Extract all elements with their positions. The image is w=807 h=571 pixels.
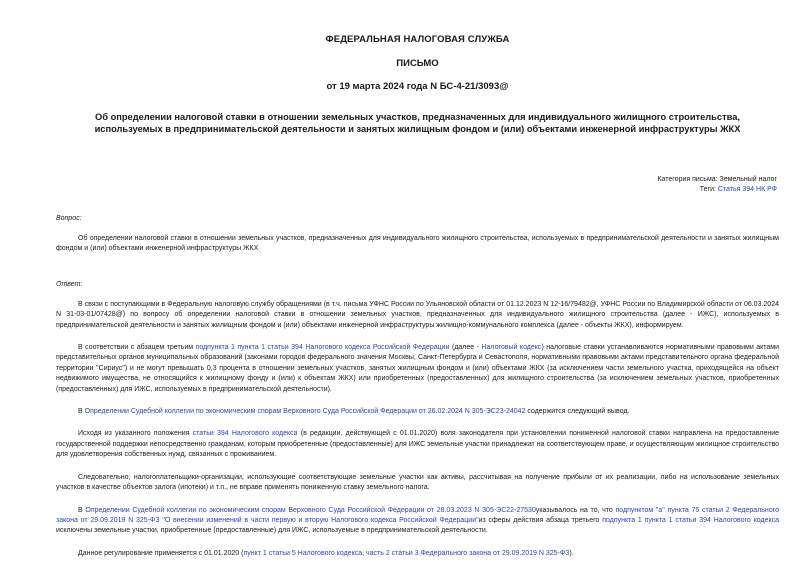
answer-paragraph-3 bbox=[56, 407, 779, 417]
text-run: ) налоговые ставки устанавливаются нормативными правовыми актами представительных органов муниципальных образований (законами городов федерального значения Москвы, Санкт-Петербурга и Севастополя, нормативными правовыми актами представительного органа федеральной территории "Сириус") и не могут превышать 0,3 процента в отношении земельных участков, занятых жилищным фондом и (или) объектами ЖКХ (за исключением части земельного участка, приходящейся на объект недвижимого имущества, не относящийся к жилищному фонду и (или) к объектам ЖКХ) или приобретенных (предоставленных) для жилищного строительства (за исключением земельных участков, приобретенных (предоставленных) для ИЖС, используемых в предпринимательской деятельности). bbox=[56, 344, 779, 393]
doc-type-heading: ПИСЬМО bbox=[396, 58, 439, 69]
answer-label: Ответ: bbox=[56, 280, 83, 288]
tags-label: Теги: bbox=[699, 186, 716, 193]
text-run: из сферы действия абзаца третьего bbox=[478, 516, 603, 524]
answer-paragraph-5: Следовательно, налогоплательщики-организации, использующие соответствующие земельные участки как активы, рассчитывая на получение прибыли от их реализации, либо на использование земельных участков в качестве объектов залога (ипотеки) и т.п., не вправе применять пониженную ставку земельного налога. bbox=[56, 473, 779, 492]
document-meta bbox=[56, 175, 779, 195]
answer-paragraph-1: В связи с поступающими в Федеральную налоговую службу обращениями (в т.ч. письма УФНС России по Ульяновской области от 01.12.2023 N 12-16/79482@, УФНС России по Владимирской области от 06.03.2024 N 31-03-01/07428@) по вопросу об определении налоговой ставки в отношении земельных участков, предназначенных для индивидуального жилищного строительства (далее - ИЖС), используемых в предпринимательской деятельности и занятых жилищным фондом и (или) объектами инженерной инфраструктуры жилищно-коммунального комплекса (далее - объекты ЖКХ), информируем. bbox=[56, 300, 779, 329]
letter-tags bbox=[56, 185, 777, 195]
link-court-ruling-2024[interactable]: Определении Судебной коллегии по экономическим спорам Верховного Суда Российской Федерации от 26.02.2024 N 305-ЭС23-24042 bbox=[84, 408, 526, 416]
tag-link-article-394[interactable]: Статья 394 НК РФ bbox=[717, 186, 777, 193]
link-article-394[interactable]: статьи 394 Налогового кодекса bbox=[192, 430, 298, 438]
text-run: Данное регулирование применяется с 01.01.2020 ( bbox=[78, 549, 244, 557]
text-run: исключены земельные участки, приобретенные (предоставленные) для ИЖС, используемые в предпринимательской деятельности. bbox=[56, 527, 488, 535]
text-run: указывалось на то, что bbox=[535, 506, 616, 514]
document-title: Об определении налоговой ставки в отношении земельных участков, предназначенных для индивидуального жилищного строительства, используемых в предпринимательской деятельности и занятых жилищным фондом и (или) объектами инженерной инфраструктуры ЖКХ bbox=[94, 112, 741, 134]
answer-paragraph-4 bbox=[56, 429, 779, 460]
text-run: (в редакции, действующей с 01.01.2020) воля законодателя при установлении пониженной налоговой ставки направлена на предоставление государственной поддержки непосредственно гражданам, которым приобретенные (предоставленные) для ИЖС земельные участки принадлежат на соответствующем праве, и осуществляющим жилищное строительство для удовлетворения собственных нужд, связанных с проживанием. bbox=[56, 430, 779, 459]
link-article-394-subparagraph[interactable]: подпункта 1 пункта 1 статьи 394 Налогового кодекса bbox=[602, 516, 779, 524]
answer-paragraph-6 bbox=[56, 506, 779, 537]
link-federal-law-325[interactable]: подпунктом "а" пункта 75 статьи 2 Федерального закона от 29.09.2019 N 325-ФЗ "О внесении изменений в части первую и вторую Налогового кодекса Российской Федерации" bbox=[56, 506, 779, 524]
answer-paragraph-2 bbox=[56, 343, 779, 395]
doc-date-heading: от 19 марта 2024 года N БС-4-21/3093@ bbox=[326, 81, 509, 92]
text-run: В bbox=[78, 408, 85, 416]
text-run: ). bbox=[569, 549, 574, 557]
answer-paragraph-7 bbox=[56, 549, 779, 559]
question-text: Об определении налоговой ставки в отношении земельных участков, предназначенных для индивидуального жилищного строительства, используемых в предпринимательской деятельности и занятых жилищным фондом и (или) объектами инженерной инфраструктуры ЖКХ bbox=[56, 235, 779, 253]
letter-category: Категория письма: Земельный налог bbox=[657, 176, 777, 183]
text-run: Исходя из указанного положения bbox=[78, 430, 193, 438]
question-label: Вопрос: bbox=[56, 215, 82, 222]
text-run: В соответствии с абзацем третьим bbox=[78, 344, 196, 352]
agency-heading: ФЕДЕРАЛЬНАЯ НАЛОГОВАЯ СЛУЖБА bbox=[325, 34, 510, 45]
text-run: В bbox=[78, 506, 86, 514]
link-tax-code[interactable]: Налоговый кодекс bbox=[481, 344, 542, 352]
link-article-394-tax-code[interactable]: подпункта 1 пункта 1 статьи 394 Налогового кодекса Российской Федерации bbox=[195, 344, 450, 352]
link-court-ruling-2023[interactable]: Определении Судебной коллегии по экономическим спорам Верховного Суда Российской Федерации от 28.03.2023 N 305-ЭС22-27530 bbox=[85, 506, 536, 514]
text-run: содержится следующий вывод. bbox=[525, 408, 630, 416]
text-run: (далее - bbox=[449, 344, 482, 352]
link-article-5-tax-code[interactable]: пункт 1 статьи 5 Налогового кодекса, часть 2 статьи 3 Федерального закона от 29.09.2019 N 325-ФЗ bbox=[243, 549, 570, 557]
